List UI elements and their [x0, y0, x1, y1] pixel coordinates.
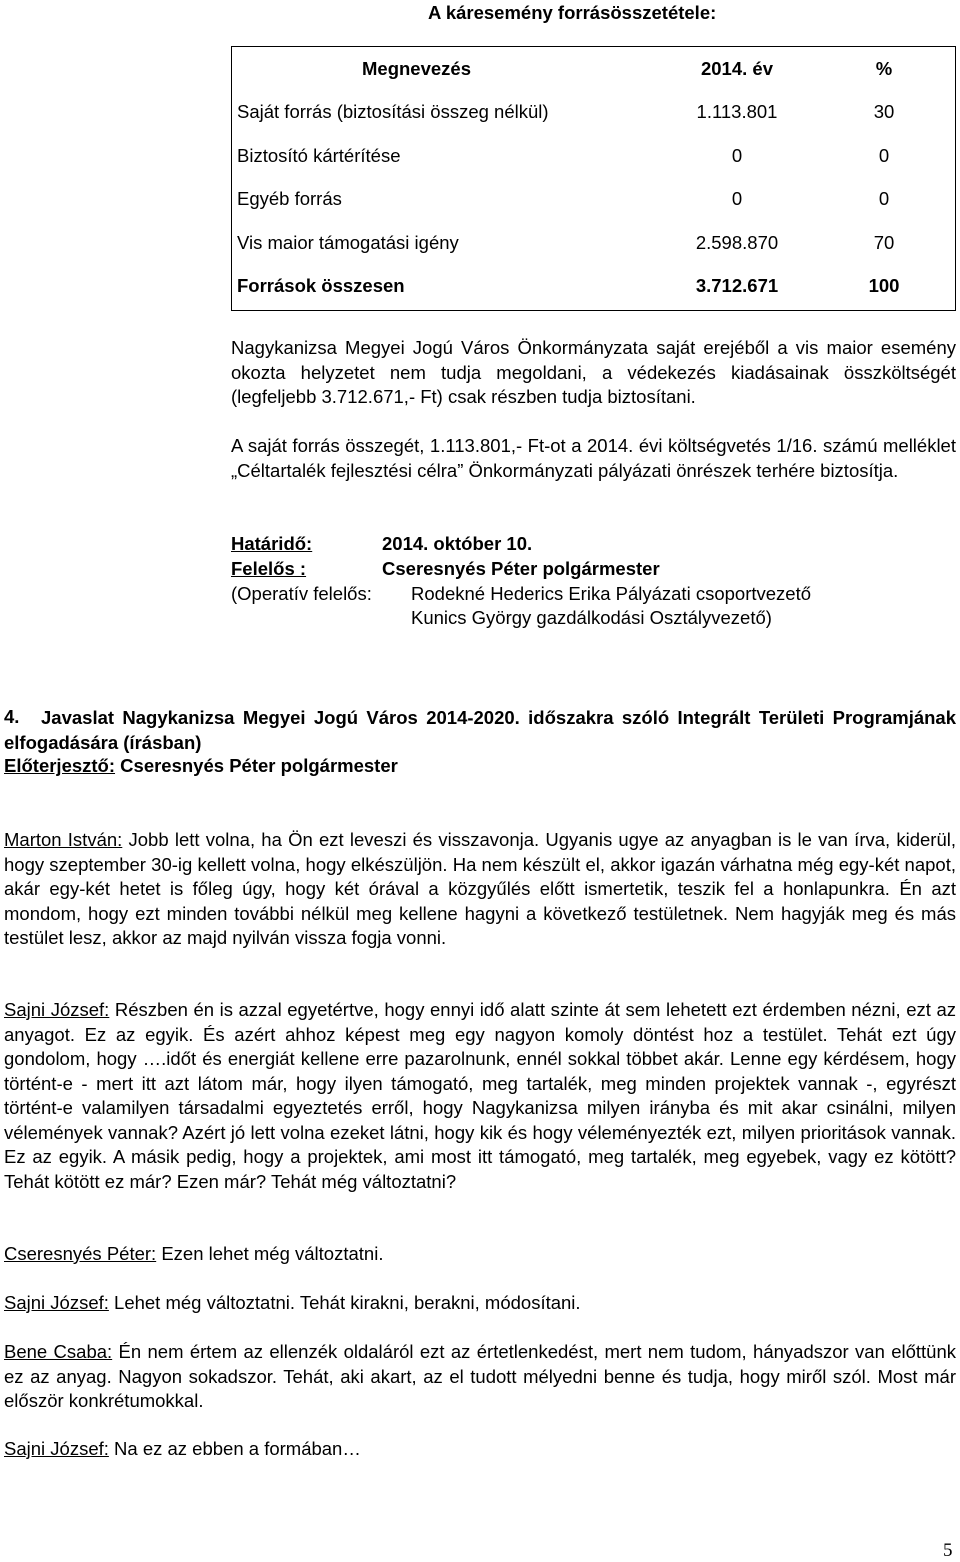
row-label: Egyéb forrás: [237, 188, 342, 209]
row-amount: 2.598.870: [695, 232, 779, 253]
speech-text: Én nem értem az ellenzék oldaláról ezt az értetlenkedést, mert nem tudom, hányadszor van előttünk ez az anyag. Nagyon sokadszor. Tehát, aki akart, az el tudott mélyedni benne és tudja, hogy miről szól. Most már először konkrétumokkal.: [4, 1341, 956, 1411]
speech-bene: [4, 1340, 956, 1414]
table-total-row: [232, 275, 955, 315]
row-percent: 70: [873, 232, 895, 253]
row-amount: 0: [731, 145, 743, 166]
row-percent: 30: [873, 101, 895, 122]
speech-text: Ezen lehet még változtatni.: [161, 1243, 384, 1264]
speech-sajni-1: [4, 998, 956, 1194]
presenter-label: Előterjesztő:: [4, 755, 116, 776]
presenter-line: [4, 755, 398, 777]
table-row: [232, 101, 955, 141]
speech-text: Részben én is azzal egyetértve, hogy ennyi idő alatt szinte át sem lehetett ezt érdemben nézni, ezt az anyagot. Ez az egyik. És azért ahhoz képest meg egy nagyon komoly döntést hoz a testület. Tehát ezt úgy gondolom, hogy ….időt és energiát kellene erre pazarolnunk, ennél sokkal többet akár. Lenne egy kérdésem, hogy történt-e - mert itt azt látom már, hogy ilyen támogató, meg tartalék, meg minden projektek vannak -, egyrészt történt-e valamilyen társadalmi egyeztetés erről, hogy Nagykanizsa milyen irányba és mit akar csinálni, milyen vélemények vannak? Azért jó lett volna ezeket látni, hogy kik és hogy véleményezték ezt, milyen prioritások vannak. Ez az egyik. A másik pedig, hogy a projektek, ami most itt támogató, meg tartalék, meg egyebek, vagy ez kötött? Tehát kötött ez már? Ezen már? Tehát még változtatni?: [4, 999, 957, 1192]
operative-line-1: Rodekné Hederics Erika Pályázati csoportvezető: [411, 583, 811, 604]
speech-cseresnyes: [4, 1243, 956, 1265]
speech-text: Jobb lett volna, ha Ön ezt leveszi és visszavonja. Ugyanis ugye az anyagban is le van írva, kiderül, hogy szeptember 30-ig kellett volna, hogy elkészüljön. Ha nem készült el, akkor igazán várhatna még egy-két napot, akár egy-két hetet is főleg úgy, hogy két órával a közgyűlés előtt ismertetik, teszik fel a honlapunkra. Én azt mondom, hogy ezt minden további nélkül meg kellene hagyni a következő testületnek. Nem hagyják meg és más testület lesz, akkor az majd nyilván vissza fogja vonni.: [4, 829, 957, 948]
total-label: Források összesen: [237, 275, 405, 296]
section-title: A káresemény forrásösszetétele:: [428, 2, 717, 23]
page-number: 5: [943, 1540, 953, 1561]
header-name: Megnevezés: [362, 58, 471, 79]
row-amount: 1.113.801: [696, 101, 778, 122]
row-label: Saját forrás (biztosítási összeg nélkül): [237, 101, 549, 122]
header-percent: %: [875, 58, 893, 79]
deadline-label: Határidő:: [231, 533, 313, 554]
presenter-name: Cseresnyés Péter polgármester: [120, 755, 398, 776]
speaker-name: Bene Csaba:: [4, 1341, 113, 1362]
deadline-value: 2014. október 10.: [382, 533, 533, 554]
speaker-name: Cseresnyés Péter:: [4, 1243, 157, 1264]
row-label: Biztosító kártérítése: [237, 145, 401, 166]
row-percent: 0: [878, 188, 890, 209]
responsible-value: Cseresnyés Péter polgármester: [382, 558, 660, 579]
row-percent: 0: [878, 145, 890, 166]
total-percent: 100: [868, 275, 900, 296]
speaker-name: Sajni József:: [4, 1438, 109, 1459]
agenda-item-number: 4.: [4, 706, 20, 727]
header-year: 2014. év: [700, 58, 773, 79]
speech-text: Lehet még változtatni. Tehát kirakni, berakni, módosítani.: [114, 1292, 581, 1313]
total-amount: 3.712.671: [695, 275, 779, 296]
speech-text: Na ez az ebben a formában…: [114, 1438, 361, 1459]
speaker-name: Marton István:: [4, 829, 123, 850]
table-header-row: [232, 58, 955, 98]
speech-sajni-2: [4, 1292, 956, 1314]
table-row: [232, 188, 955, 228]
responsible-label: Felelős :: [231, 558, 307, 579]
speaker-name: Sajni József:: [4, 1292, 109, 1313]
operative-label: (Operatív felelős:: [231, 583, 372, 604]
table-row: [232, 232, 955, 272]
paragraph-budget-source: A saját forrás összegét, 1.113.801,- Ft-ot a 2014. évi költségvetés 1/16. számú melléklet „Céltartalék fejlesztési célra” Önkormányzati pályázati önrészek terhére biztosítja.: [231, 435, 956, 481]
funding-table: [231, 46, 956, 311]
paragraph-own-funds: Nagykanizsa Megyei Jogú Város Önkormányzata saját erejéből a vis maior esemény okozta helyzetet nem tudja megoldani, a védekezés kiadásainak összköltségét (legfeljebb 3.712.671,- Ft) csak részben tudja biztosítani.: [231, 337, 956, 407]
agenda-item-title: Javaslat Nagykanizsa Megyei Jogú Város 2014-2020. időszakra szóló Integrált Területi Programjának elfogadására (írásban): [4, 707, 956, 753]
operative-line-2: Kunics György gazdálkodási Osztályvezető): [411, 607, 772, 628]
row-label: Vis maior támogatási igény: [237, 232, 459, 253]
speech-sajni-3: [4, 1438, 956, 1460]
row-amount: 0: [731, 188, 743, 209]
table-row: [232, 145, 955, 185]
speech-marton: [4, 828, 956, 951]
speaker-name: Sajni József:: [4, 999, 110, 1020]
